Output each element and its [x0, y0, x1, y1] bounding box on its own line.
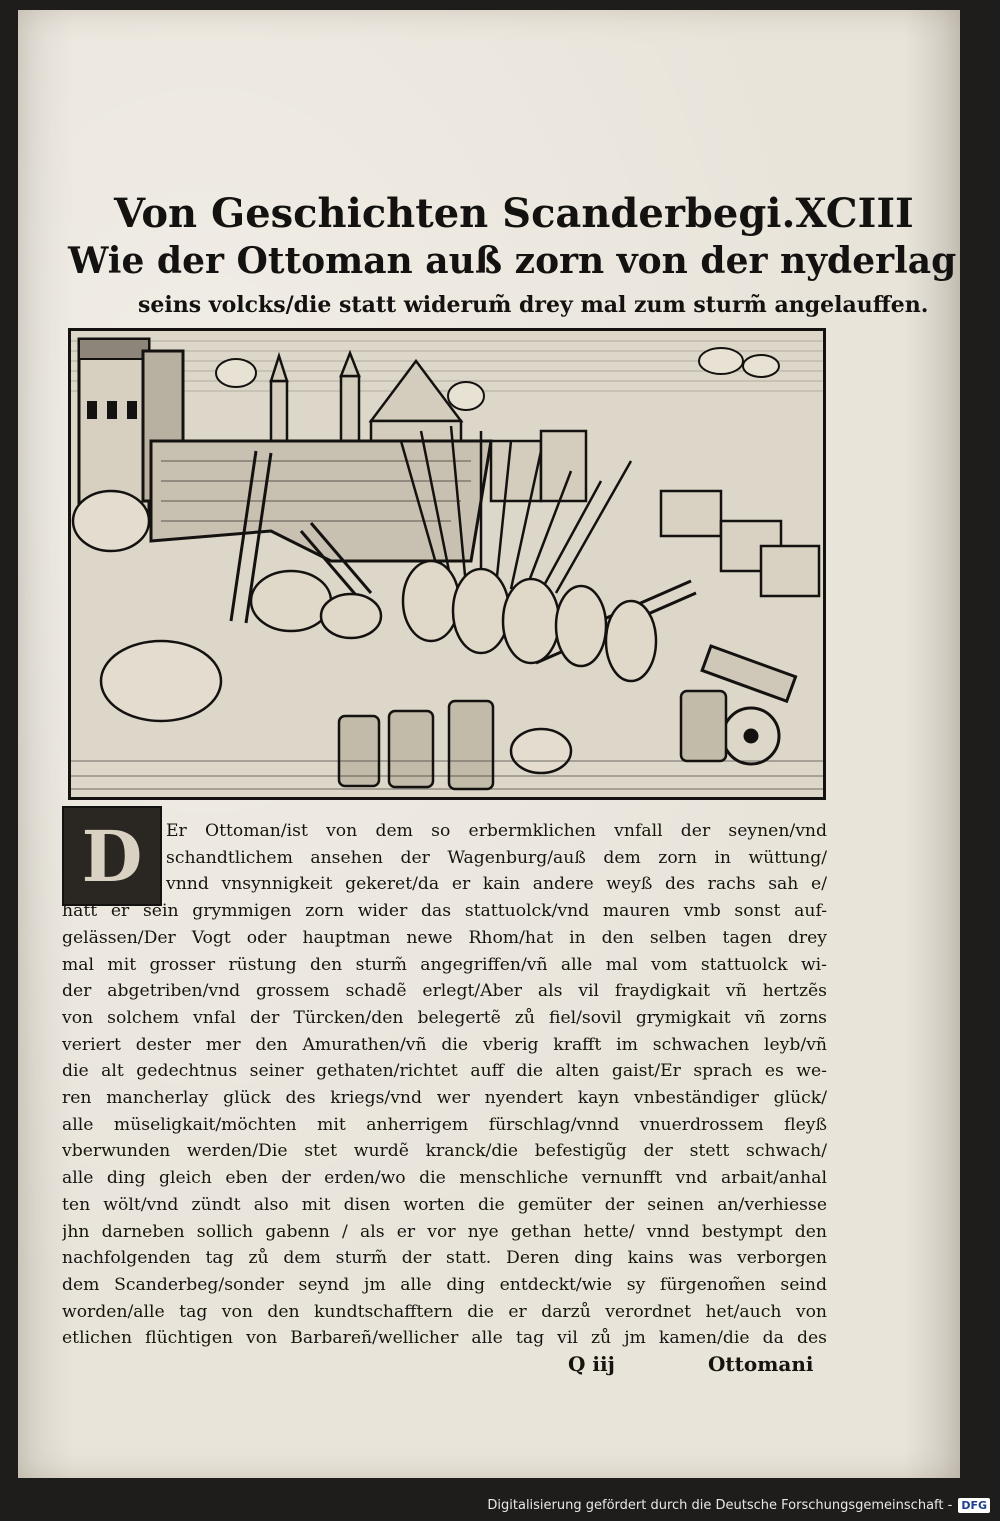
text-line: mal mit grosser rüstung den sturm̃ angegriffen/vñ alle mal vom stattuolck wi- [62, 954, 827, 975]
text-line: etlichen flüchtigen von Barbareñ/wellicher alle tag vil zů jm kamen/die da des [62, 1328, 827, 1349]
chapter-heading-line-1: Wie der Ottoman auß zorn von der nyderlag [68, 240, 957, 282]
text-line: ten wölt/vnd zündt also mit disen worten die gemüter der seinen an/verhiesse [62, 1194, 827, 1215]
text-line: gelässen/Der Vogt oder hauptman newe Rhom/hat in den selben tagen drey [62, 927, 827, 948]
dfg-logo: DFG [958, 1498, 990, 1513]
catchword: Ottomani [708, 1352, 814, 1376]
decorated-initial: D [62, 806, 162, 906]
funding-text: Digitalisierung gefördert durch die Deutsche Forschungsgemeinschaft - [487, 1498, 953, 1513]
text-line: hatt er sein grymmigen zorn wider das stattuolck/vnd mauren vmb sonst auf- [62, 901, 827, 922]
text-line: von solchem vnfal der Türcken/den belegertẽ zů fiel/sovil grymigkait vñ zorns [62, 1007, 827, 1028]
signature-mark: Q iij [568, 1352, 615, 1376]
running-header [114, 190, 914, 237]
text-line: der abgetriben/vnd grossem schadẽ erlegt/Aber als vil fraydigkait vñ hertzẽs [62, 981, 827, 1002]
folio-number: XCIII [795, 190, 914, 237]
chapter-heading-line-2: seins volcks/die statt widerum̃ drey mal zum sturm̃ angelauffen. [138, 292, 929, 318]
text-line: veriert dester mer den Amurathen/vñ die vberig krafft im schwachen leyb/vñ [62, 1034, 827, 1055]
page-footer [18, 1352, 960, 1382]
book-page [18, 10, 960, 1478]
text-line: dem Scanderbeg/sonder seynd jm alle ding entdeckt/wie sy fürgenom̃en seind [62, 1274, 827, 1295]
text-line: vnnd vnsynnigkeit gekeret/da er kain andere weyß des rachs sah e/ [166, 874, 827, 895]
text-line: alle ding gleich eben der erden/wo die menschliche vernunfft vnd arbait/anhal [62, 1168, 827, 1189]
text-line: worden/alle tag von den kundtschafftern die er darzů verordnet het/auch von [62, 1301, 827, 1322]
text-line: ren mancherlay glück des kriegs/vnd wer nyendert kayn vnbeständiger glück/ [62, 1088, 827, 1109]
text-line: alle müseligkait/möchten mit anherrigem fürschlag/vnnd vnuerdrossem fleyß [62, 1114, 827, 1135]
siege-scene-image [71, 331, 823, 797]
text-line: vberwunden werden/Die stet wurdẽ kranck/die befestigũg der stett schwach/ [62, 1141, 827, 1162]
page-title: Von Geschichten Scanderbegi. [114, 190, 796, 237]
text-line: die alt gedechtnus seiner gethaten/richtet auff die alten gaist/Er sprach es we- [62, 1061, 827, 1082]
text-line: nachfolgenden tag zů dem sturm̃ der statt. Deren ding kains was verborgen [62, 1248, 827, 1269]
funding-banner [0, 1490, 1000, 1521]
text-line: schandtlichem ansehen der Wagenburg/auß dem zorn in wüttung/ [166, 847, 827, 868]
woodcut-illustration [68, 328, 826, 800]
body-text [62, 818, 827, 1352]
text-line: Er Ottoman/ist von dem so erbermklichen vnfall der seynen/vnd [166, 821, 827, 841]
text-line: jhn darneben sollich gabenn / als er vor nye gethan hette/ vnnd bestympt den [62, 1221, 827, 1242]
